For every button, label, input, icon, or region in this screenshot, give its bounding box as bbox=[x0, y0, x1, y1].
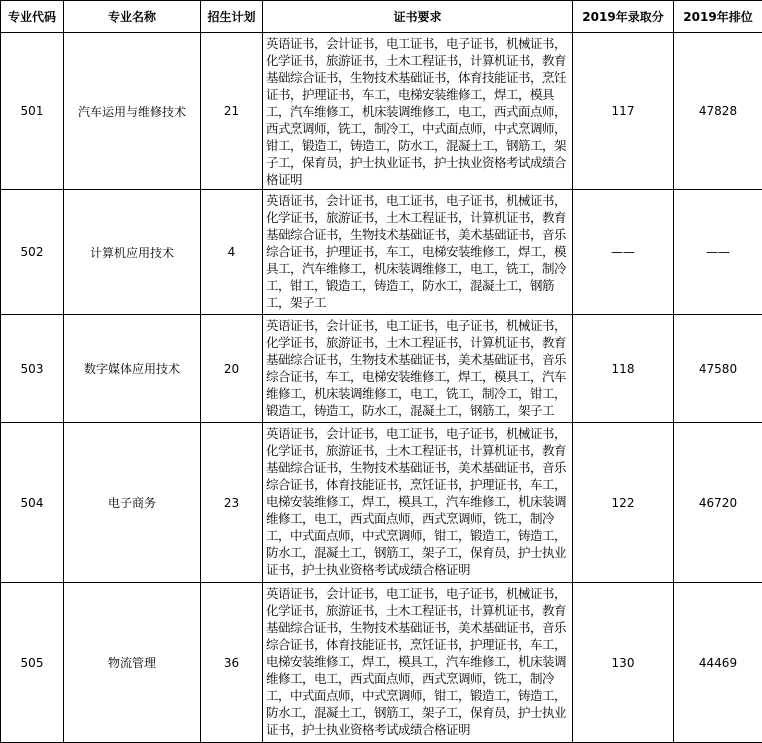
cell-plan: 36 bbox=[201, 583, 263, 743]
cell-code: 502 bbox=[1, 190, 64, 315]
header-row bbox=[1, 1, 762, 33]
cell-plan: 20 bbox=[201, 315, 263, 423]
cell-score: —— bbox=[573, 190, 674, 315]
cell-rank: 46720 bbox=[674, 423, 762, 583]
cell-code: 504 bbox=[1, 423, 64, 583]
cell-rank: 44469 bbox=[674, 583, 762, 743]
cell-plan: 21 bbox=[201, 33, 263, 190]
cell-requirement: 英语证书，会计证书，电工证书，电子证书，机械证书，化学证书，旅游证书，土木工程证书，计算机证书，教育基础综合证书，生物技术基础证书，美术基础证书，音乐综合证书，车工，电梯安装维修工，焊工，模具工，汽车维修工，机床装调维修工，电工，铣工，制冷工，钳工，锻造工，铸造工，防水工，混凝土工，钢筋工，架子工 bbox=[263, 315, 573, 423]
cell-requirement: 英语证书，会计证书，电工证书，电子证书，机械证书，化学证书，旅游证书，土木工程证书，计算机证书，教育基础综合证书，生物技术基础证书，美术基础证书，音乐综合证书，体育技能证书，烹饪证书，护理证书，车工，电梯安装维修工，焊工，模具工，汽车维修工，机床装调维修工，电工，西式面点师，西式烹调师，铣工，制冷工，中式面点师，中式烹调师，钳工，锻造工，铸造工，防水工，混凝土工，钢筋工，架子工，保育员，护士执业证书，护士执业资格考试成绩合格证明 bbox=[263, 423, 573, 583]
header-requirement: 证书要求 bbox=[263, 1, 573, 33]
cell-rank: 47580 bbox=[674, 315, 762, 423]
table-row bbox=[1, 423, 762, 583]
table-row bbox=[1, 315, 762, 423]
header-rank: 2019年排位 bbox=[674, 1, 762, 33]
cell-code: 501 bbox=[1, 33, 64, 190]
header-code: 专业代码 bbox=[1, 1, 64, 33]
header-name: 专业名称 bbox=[64, 1, 201, 33]
cell-plan: 4 bbox=[201, 190, 263, 315]
cell-rank: 47828 bbox=[674, 33, 762, 190]
cell-requirement: 英语证书，会计证书，电工证书，电子证书，机械证书，化学证书，旅游证书，土木工程证书，计算机证书，教育基础综合证书，生物技术基础证书，美术基础证书，音乐综合证书，护理证书，车工，电梯安装维修工，焊工，模具工，汽车维修工，机床装调维修工，电工，铣工，制冷工，钳工，锻造工，铸造工，防水工，混凝土工，钢筋工，架子工 bbox=[263, 190, 573, 315]
cell-requirement: 英语证书，会计证书，电工证书，电子证书，机械证书，化学证书，旅游证书，土木工程证书，计算机证书，教育基础综合证书，生物技术基础证书，美术基础证书，音乐综合证书，体育技能证书，烹饪证书，护理证书，车工，电梯安装维修工，焊工，模具工，汽车维修工，机床装调维修工，电工，西式面点师，西式烹调师，铣工，制冷工，中式面点师，中式烹调师，钳工，锻造工，铸造工，防水工，混凝土工，钢筋工，架子工，保育员，护士执业证书，护士执业资格考试成绩合格证明 bbox=[263, 583, 573, 743]
cell-plan: 23 bbox=[201, 423, 263, 583]
header-plan: 招生计划 bbox=[201, 1, 263, 33]
cell-rank: —— bbox=[674, 190, 762, 315]
header-score: 2019年录取分 bbox=[573, 1, 674, 33]
cell-score: 118 bbox=[573, 315, 674, 423]
cell-score: 122 bbox=[573, 423, 674, 583]
cell-code: 503 bbox=[1, 315, 64, 423]
cell-name: 电子商务 bbox=[64, 423, 201, 583]
cell-name: 物流管理 bbox=[64, 583, 201, 743]
table-row bbox=[1, 190, 762, 315]
cell-score: 117 bbox=[573, 33, 674, 190]
cell-name: 汽车运用与维修技术 bbox=[64, 33, 201, 190]
cell-requirement: 英语证书，会计证书，电工证书，电子证书，机械证书，化学证书，旅游证书，土木工程证书，计算机证书，教育基础综合证书，生物技术基础证书，体育技能证书，烹饪证书，护理证书，车工，电梯安装维修工，焊工，模具工，汽车维修工，机床装调维修工，电工，西式面点师，西式烹调师，铣工，制冷工，中式面点师，中式烹调师，钳工，锻造工，铸造工，防水工，混凝土工，钢筋工，架子工，保育员，护士执业证书，护士执业资格考试成绩合格证明 bbox=[263, 33, 573, 190]
table-row bbox=[1, 583, 762, 743]
cell-name: 计算机应用技术 bbox=[64, 190, 201, 315]
cell-name: 数字媒体应用技术 bbox=[64, 315, 201, 423]
cell-score: 130 bbox=[573, 583, 674, 743]
cell-code: 505 bbox=[1, 583, 64, 743]
table-row bbox=[1, 33, 762, 190]
